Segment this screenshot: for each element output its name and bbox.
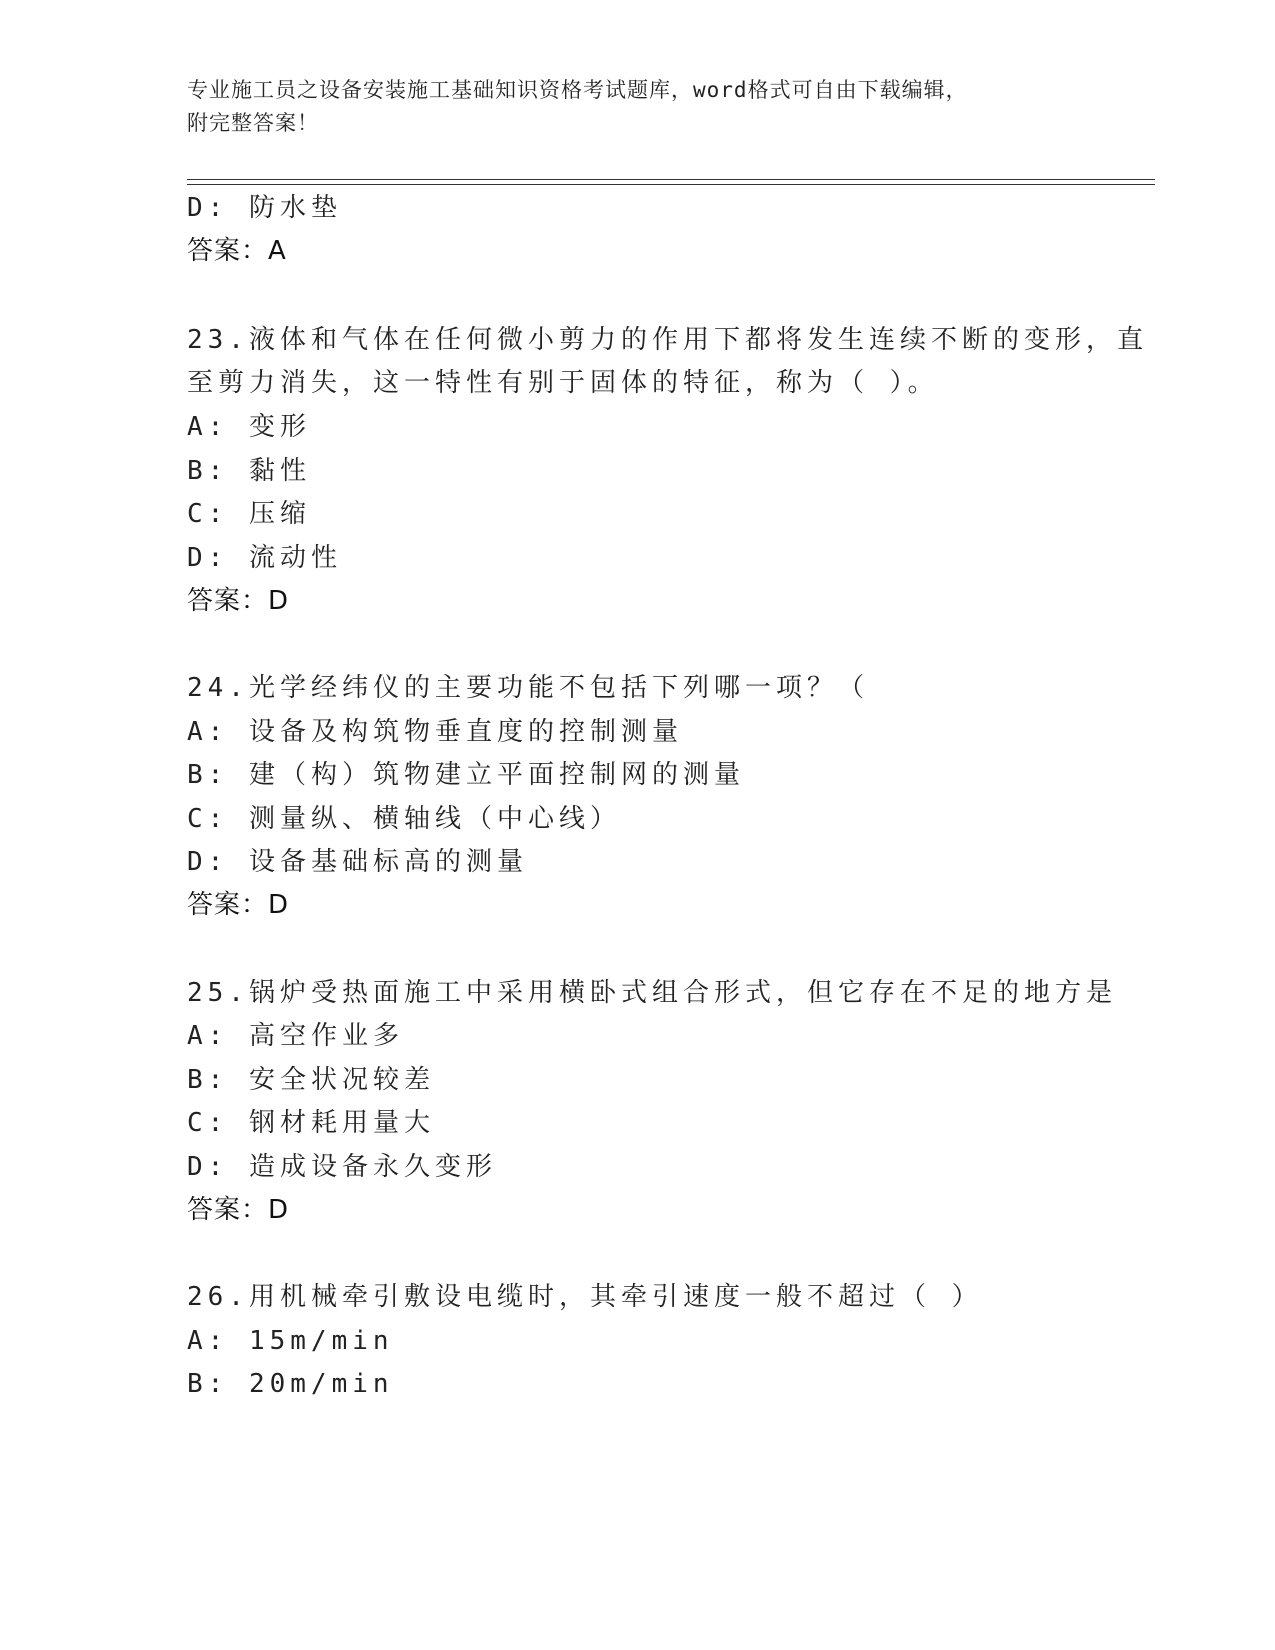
question-23-option-c: C: 压缩 (187, 499, 311, 529)
question-23-option-d: D: 流动性 (187, 543, 342, 573)
document-header (187, 74, 1087, 140)
question-23-stem-line-2: 至剪力消失，这一特性有别于固体的特征，称为（ ）。 (187, 368, 939, 398)
question-26-stem: 26.用机械牵引敷设电缆时，其牵引速度一般不超过（ ） (187, 1282, 983, 1312)
question-24-option-a: A: 设备及构筑物垂直度的控制测量 (187, 717, 683, 747)
question-25-stem: 25.锅炉受热面施工中采用横卧式组合形式，但它存在不足的地方是 (187, 978, 1117, 1008)
question-25-option-b: B: 安全状况较差 (187, 1065, 435, 1095)
question-24-answer: 答案：D (187, 890, 290, 920)
question-25-option-a: A: 高空作业多 (187, 1021, 404, 1051)
question-24-stem: 24.光学经纬仪的主要功能不包括下列哪一项？（ (187, 673, 869, 703)
question-23-answer: 答案：D (187, 586, 290, 616)
question-25-option-d: D: 造成设备永久变形 (187, 1152, 497, 1182)
header-rule-bottom (187, 184, 1155, 185)
question-24-option-d: D: 设备基础标高的测量 (187, 847, 528, 877)
header-rule-top (187, 179, 1155, 180)
header-line-2: 附完整答案！ (187, 111, 319, 135)
question-24-option-b: B: 建（构）筑物建立平面控制网的测量 (187, 760, 745, 790)
question-25-answer: 答案：D (187, 1195, 290, 1225)
answer-label: 答案：A (187, 236, 287, 266)
header-line-1: 专业施工员之设备安装施工基础知识资格考试题库，word格式可自由下载编辑， (187, 78, 968, 102)
question-26-option-b: B: 20m/min (187, 1369, 394, 1399)
question-24-option-c: C: 测量纵、横轴线（中心线） (187, 804, 621, 834)
question-23-stem-line-1: 23.液体和气体在任何微小剪力的作用下都将发生连续不断的变形，直 (187, 325, 1148, 355)
question-23-option-b: B: 黏性 (187, 456, 311, 486)
question-23-option-a: A: 变形 (187, 412, 311, 442)
question-25-option-c: C: 钢材耗用量大 (187, 1108, 435, 1138)
question-26-option-a: A: 15m/min (187, 1326, 394, 1356)
option-d: D: 防水垫 (187, 193, 342, 223)
